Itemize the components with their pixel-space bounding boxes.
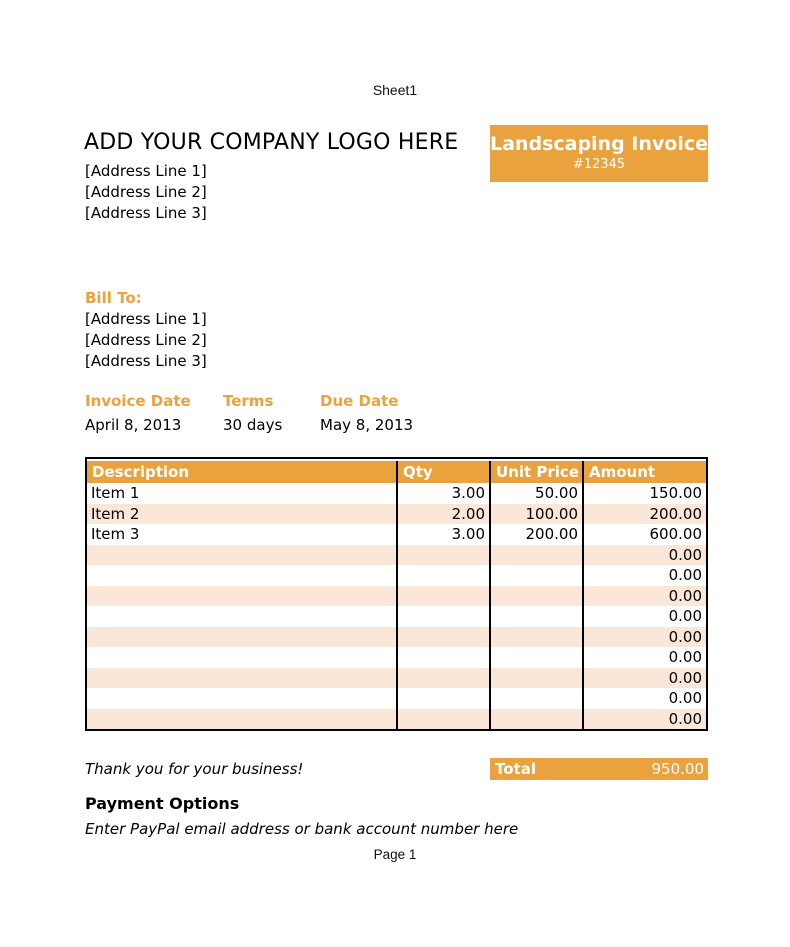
bill-to-label: Bill To: xyxy=(85,289,142,307)
cell-description: Item 3 xyxy=(91,525,140,543)
cell-amount: 0.00 xyxy=(582,688,706,709)
company-address-block xyxy=(85,161,207,224)
company-address-line: [Address Line 2] xyxy=(85,183,207,201)
cell-qty xyxy=(396,545,489,566)
cell-amount: 0.00 xyxy=(582,565,706,586)
cell-unit-price xyxy=(489,688,582,709)
payment-instructions: Enter PayPal email address or bank account number here xyxy=(85,820,519,838)
table-row xyxy=(87,647,706,668)
cell-unit-price xyxy=(489,565,582,586)
cell-amount: 0.00 xyxy=(582,627,706,648)
due-date-value: May 8, 2013 xyxy=(320,416,414,434)
cell-qty: 2.00 xyxy=(396,504,489,525)
cell-description: Item 2 xyxy=(91,504,140,523)
cell-unit-price xyxy=(489,668,582,689)
cell-unit-price xyxy=(489,545,582,566)
cell-qty: 3.00 xyxy=(396,524,489,545)
invoice-date-field xyxy=(85,392,191,434)
cell-amount: 0.00 xyxy=(582,668,706,689)
cell-description xyxy=(87,627,396,648)
cell-amount: 600.00 xyxy=(582,524,706,545)
cell-description xyxy=(87,709,396,730)
terms-label: Terms xyxy=(223,392,274,410)
table-row xyxy=(87,627,706,648)
bill-to-address-line: [Address Line 2] xyxy=(85,331,207,349)
column-header-qty: Qty xyxy=(396,461,489,483)
cell-amount: 0.00 xyxy=(582,709,706,730)
cell-unit-price xyxy=(489,647,582,668)
cell-qty xyxy=(396,565,489,586)
invoice-number: #12345 xyxy=(572,157,626,172)
bill-to-address-block xyxy=(85,309,207,372)
page-number-label: Page 1 xyxy=(373,847,417,862)
total-label: Total xyxy=(495,760,536,778)
total-value: 950.00 xyxy=(651,760,704,778)
table-body xyxy=(87,483,706,729)
table-row xyxy=(87,504,706,525)
cell-description xyxy=(87,647,396,668)
cell-qty xyxy=(396,688,489,709)
cell-qty xyxy=(396,668,489,689)
cell-description xyxy=(87,565,396,586)
table-row xyxy=(87,565,706,586)
column-header-amount: Amount xyxy=(582,461,706,483)
table-row xyxy=(87,606,706,627)
terms-field xyxy=(223,392,282,434)
table-row xyxy=(87,524,706,545)
cell-unit-price: 100.00 xyxy=(489,504,582,525)
invoice-date-value: April 8, 2013 xyxy=(85,416,182,434)
cell-description: Item 1 xyxy=(91,484,140,502)
cell-description xyxy=(87,545,396,566)
cell-description xyxy=(87,606,396,627)
cell-unit-price xyxy=(489,606,582,627)
due-date-label: Due Date xyxy=(320,392,399,410)
thank-you-note: Thank you for your business! xyxy=(85,760,304,778)
cell-amount: 200.00 xyxy=(582,504,706,525)
cell-amount: 0.00 xyxy=(582,545,706,566)
column-header-description: Description xyxy=(92,463,190,481)
table-row xyxy=(87,668,706,689)
cell-amount: 0.00 xyxy=(582,606,706,627)
table-row xyxy=(87,586,706,607)
cell-unit-price: 200.00 xyxy=(489,524,582,545)
table-row xyxy=(87,483,706,504)
cell-unit-price: 50.00 xyxy=(489,483,582,504)
cell-description xyxy=(87,688,396,709)
column-header-unit-price: Unit Price xyxy=(489,461,582,483)
cell-qty xyxy=(396,709,489,730)
cell-qty xyxy=(396,606,489,627)
cell-amount: 0.00 xyxy=(582,647,706,668)
terms-value: 30 days xyxy=(223,416,283,434)
cell-unit-price xyxy=(489,709,582,730)
payment-options-heading: Payment Options xyxy=(85,794,240,813)
cell-qty xyxy=(396,586,489,607)
cell-unit-price xyxy=(489,586,582,607)
cell-amount: 0.00 xyxy=(582,586,706,607)
invoice-date-label: Invoice Date xyxy=(85,392,191,410)
invoice-title: Landscaping Invoice xyxy=(490,133,708,155)
cell-description xyxy=(87,586,396,607)
bill-to-address-line: [Address Line 1] xyxy=(85,310,207,328)
total-bar xyxy=(490,758,708,780)
company-logo-placeholder: ADD YOUR COMPANY LOGO HERE xyxy=(84,130,459,155)
cell-qty xyxy=(396,647,489,668)
company-address-line: [Address Line 1] xyxy=(85,162,207,180)
cell-description xyxy=(87,668,396,689)
bill-to-address-line: [Address Line 3] xyxy=(85,352,207,370)
table-row xyxy=(87,688,706,709)
line-items-table xyxy=(85,457,708,731)
table-header-row xyxy=(87,461,706,483)
cell-qty xyxy=(396,627,489,648)
company-address-line: [Address Line 3] xyxy=(85,204,207,222)
cell-qty: 3.00 xyxy=(396,483,489,504)
cell-unit-price xyxy=(489,627,582,648)
cell-amount: 150.00 xyxy=(582,483,706,504)
due-date-field xyxy=(320,392,413,434)
invoice-title-banner xyxy=(490,125,708,182)
table-row xyxy=(87,709,706,730)
table-row xyxy=(87,545,706,566)
sheet-tab-label: Sheet1 xyxy=(372,82,418,98)
